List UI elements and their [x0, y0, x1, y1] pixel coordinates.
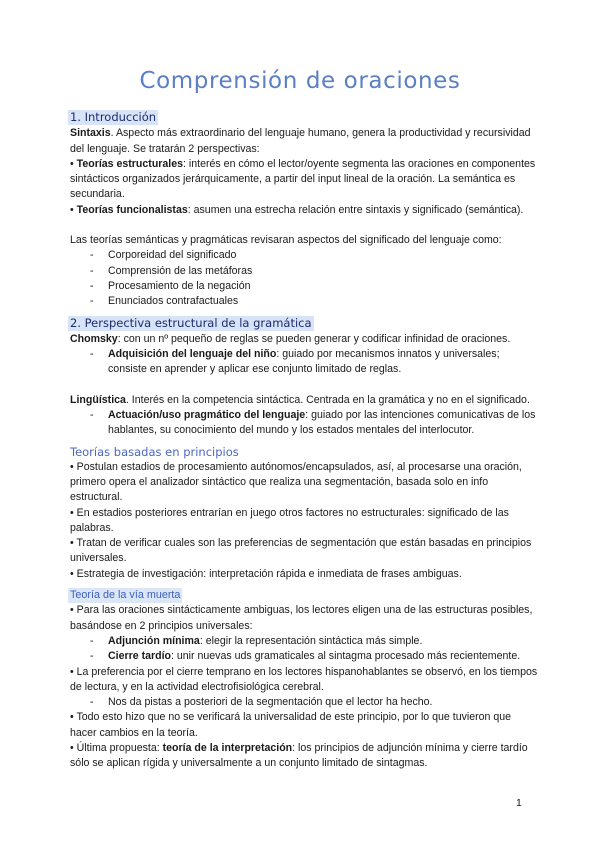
list-item: - Adquisición del lenguaje del niño: guiado por mecanismos innatos y universales; consiste en aprender y aplicar ese conjunto limitado de reglas. [70, 347, 540, 378]
page-title: Comprensión de oraciones [139, 68, 461, 94]
bullet-paragraph: • Para las oraciones sintácticamente ambiguas, los lectores eligen una de las estructuras posibles, basándose en 2 principios universales: [70, 604, 533, 632]
paragraph-sintaxis: Sintaxis. Aspecto más extraordinario del lenguaje humano, genera la productividad y recursividad del lenguaje. Se tratarán 2 perspectivas: [70, 127, 531, 155]
page-content [70, 110, 540, 772]
list-actuacion [70, 408, 540, 439]
list-item: - Nos da pistas a posteriori de la segmentación que el lector ha hecho. [70, 695, 540, 710]
list-principios [70, 634, 540, 665]
section-heading-perspectiva: 2. Perspectiva estructural de la gramática [70, 315, 312, 330]
list-item: - Cierre tardío: unir nuevas uds gramaticales al sintagma procesado más recientemente. [70, 649, 540, 664]
bullet-paragraph: • Todo esto hizo que no se verificará la universalidad de este principio, por lo que tuvieron que hacer cambios en la teoría. [70, 711, 512, 739]
bullet-paragraph: • Postulan estadios de procesamiento autónomos/encapsulados, así, al procesarse una oración, primero opera el analizador sintáctico que realiza una segmentación, basada solo en info estructural. [70, 460, 522, 504]
list-item: - Comprensión de las metáforas [70, 264, 540, 279]
list-adquisicion [70, 347, 540, 378]
section-heading-introduccion: 1. Introducción [70, 110, 157, 124]
list-item: - Procesamiento de la negación [70, 279, 540, 294]
page-number: 1 [516, 797, 522, 809]
paragraph-teorias-semanticas: Las teorías semánticas y pragmáticas revisaran aspectos del significado del lenguaje como: [70, 234, 502, 247]
paragraph-linguistica: Lingüística. Interés en la competencia sintáctica. Centrada en la gramática y no en el significado. [70, 393, 530, 406]
bullet-teorias-estructurales: • Teorías estructurales: interés en cómo el lector/oyente segmenta las oraciones en componentes sintácticos organizados jerárquicamente, a partir del input lineal de la oración. La semántica es secundaria. [70, 157, 536, 201]
bullet-paragraph: • La preferencia por el cierre temprano en los lectores hispanohablantes se observó, en los tiempos de lectura, y en la actividad electrofisiológica cerebral. [70, 665, 538, 693]
term-sintaxis: Sintaxis [70, 127, 111, 140]
bullet-paragraph: • En estadios posteriores entrarían en juego otros factores no estructurales: significado de las palabras. [70, 506, 509, 534]
bullet-paragraph: • Estrategia de investigación: interpretación rápida e inmediata de frases ambiguas. [70, 567, 462, 580]
paragraph-chomsky: Chomsky: con un nº pequeño de reglas se pueden generar y codificar infinidad de oraciones. [70, 332, 511, 345]
bullet-paragraph: • Tratan de verificar cuales son las preferencias de segmentación que están basadas en principios universales. [70, 537, 532, 565]
section-heading-teorias-principios: Teorías basadas en principios [70, 444, 239, 459]
bullet-paragraph: • Última propuesta: teoría de la interpretación: los principios de adjunción mínima y cierre tardío sólo se aplican rígida y universalmente a un conjunto limitado de sintagmas. [70, 741, 528, 770]
list-item: - Actuación/uso pragmático del lenguaje: guiado por las intenciones comunicativas de los hablantes, su conocimiento del mundo y los estados mentales del interlocutor. [70, 408, 540, 439]
list-item: - Corporeidad del significado [70, 248, 540, 263]
bullet-teorias-funcionalistas: • Teorías funcionalistas: asumen una estrecha relación entre sintaxis y significado (semántica). [70, 203, 524, 216]
list-aspectos-significado [70, 248, 540, 309]
list-item: - Adjunción mínima: elegir la representación sintáctica más simple. [70, 634, 540, 649]
section-heading-via-muerta: Teoría de la vía muerta [70, 589, 181, 602]
list-item: - Enunciados contrafactuales [70, 294, 540, 309]
list-pistas [70, 695, 540, 710]
